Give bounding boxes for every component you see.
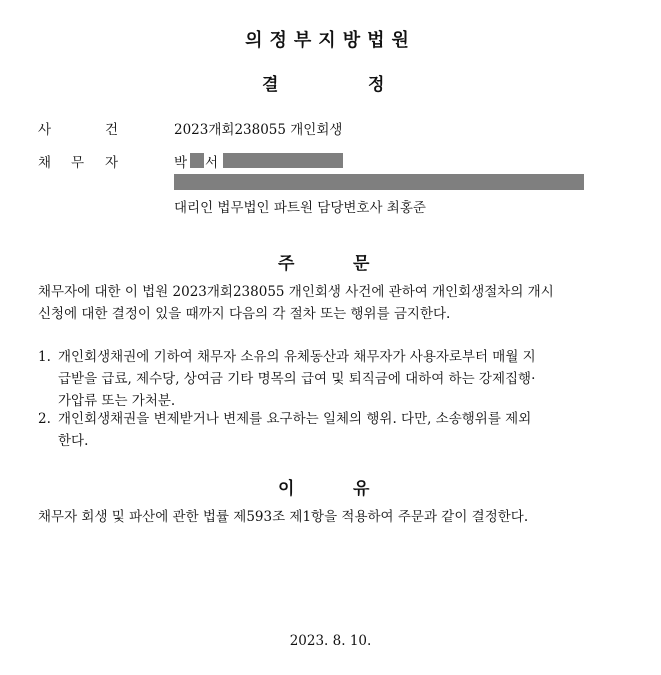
debtor-name-char-2: 서: [205, 155, 219, 171]
order-intro: [38, 281, 618, 325]
document-type-char-2: 정: [368, 75, 385, 95]
reason-heading-char-2: 유: [353, 479, 370, 499]
document-type-heading: [0, 70, 661, 95]
list-item-line: 급받을 급료, 제수당, 상여금 기타 명목의 급여 및 퇴직금에 대하여 하는 강제집행·: [58, 371, 536, 387]
reason-heading-char-1: 이: [278, 479, 295, 499]
court-name: 의정부지방법원: [245, 30, 416, 51]
redaction-block: [223, 153, 343, 168]
order-item-1: [38, 346, 608, 412]
order-heading: [0, 249, 661, 274]
debtor-label-char-2: 무: [71, 155, 85, 171]
debtor-name-char-1: 박: [174, 155, 188, 171]
case-number: 2023개회238055 개인회생: [174, 122, 343, 138]
document-type-char-1: 결: [262, 75, 279, 95]
order-heading-char-2: 문: [353, 254, 370, 274]
list-item-line: 개인회생채권을 변제받거나 변제를 요구하는 일체의 행위. 다만, 소송행위를 제외: [58, 411, 532, 427]
order-intro-line: 신청에 대한 결정이 있을 때까지 다음의 각 절차 또는 행위를 금지한다.: [38, 306, 451, 322]
decision-date: 2023. 8. 10.: [289, 633, 372, 649]
redaction-block: [190, 153, 204, 168]
list-item-line: 가압류 또는 가처분.: [58, 393, 176, 409]
list-item-number: 2.: [38, 411, 51, 427]
case-label-char-2: 건: [105, 122, 119, 138]
order-intro-line: 채무자에 대한 이 법원 2023개회238055 개인회생 사건에 관하여 개인회생절차의 개시: [38, 284, 554, 300]
redaction-block: [174, 174, 584, 190]
case-label: [38, 118, 158, 138]
list-item-number: 1.: [38, 349, 51, 365]
list-item-line: 한다.: [58, 433, 89, 449]
order-heading-char-1: 주: [278, 254, 295, 274]
case-label-char-1: 사: [38, 122, 52, 138]
debtor-agent: 대리인 법무법인 파트원 담당변호사 최홍준: [174, 200, 426, 216]
order-item-2: [38, 408, 608, 452]
reason-heading: [0, 474, 661, 499]
debtor-label: [38, 151, 158, 171]
list-item-line: 개인회생채권에 기하여 채무자 소유의 유체동산과 채무자가 사용자로부터 매월 지: [58, 349, 536, 365]
debtor-label-char-3: 자: [105, 155, 119, 171]
debtor-label-char-1: 채: [38, 155, 52, 171]
reason-text: 채무자 회생 및 파산에 관한 법률 제593조 제1항을 적용하여 주문과 같이 결정한다.: [38, 509, 529, 525]
